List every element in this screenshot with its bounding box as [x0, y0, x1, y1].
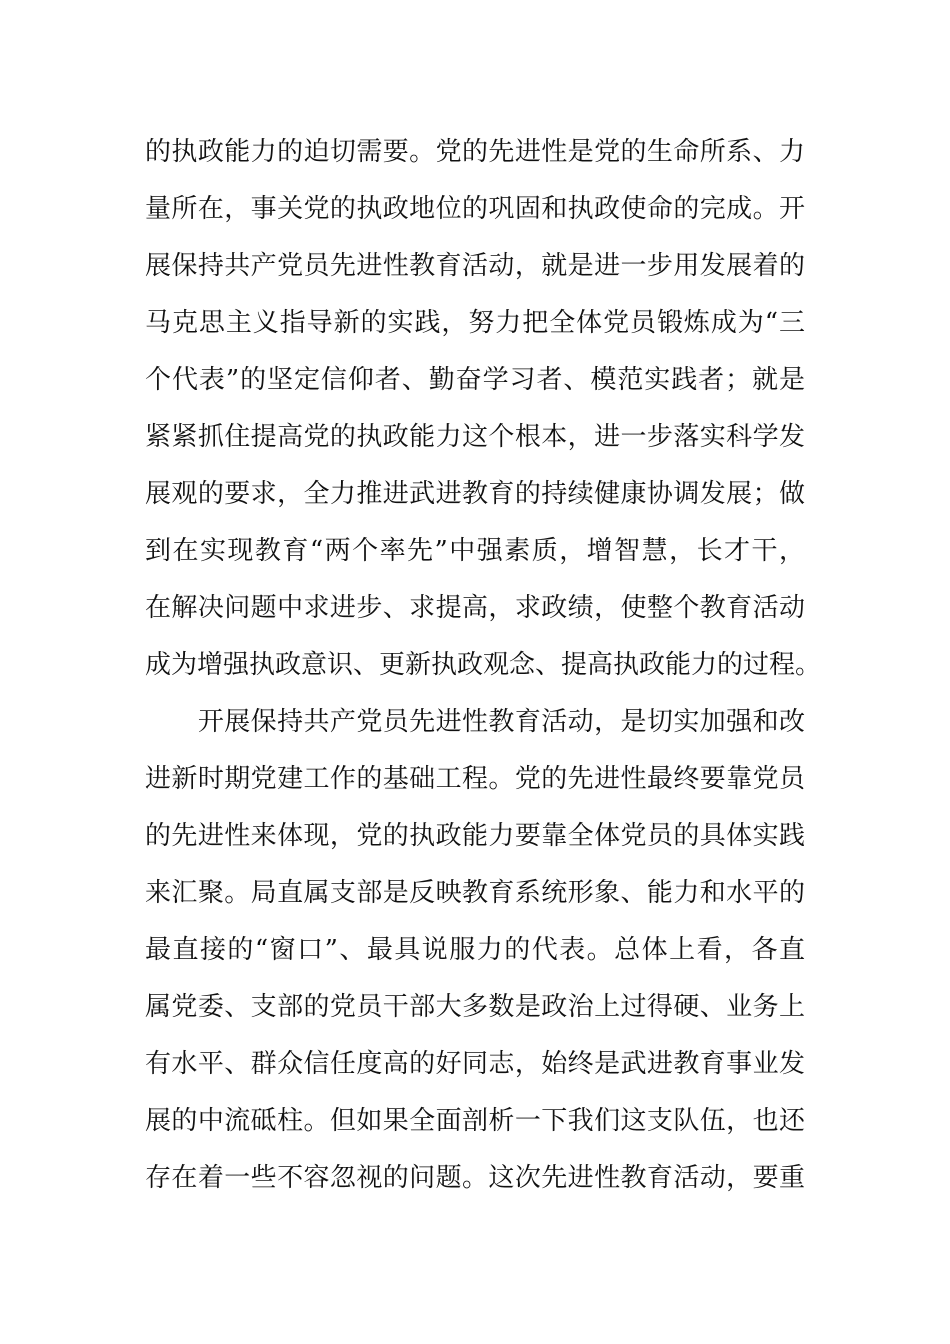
text-line: 展的中流砥柱。但如果全面剖析一下我们这支队伍，也还 [145, 1106, 805, 1136]
text-line: 最直接的“窗口”、最具说服力的代表。总体上看，各直 [145, 935, 805, 965]
text-line: 存在着一些不容忽视的问题。这次先进性教育活动，要重 [145, 1163, 805, 1193]
paragraph-2 [145, 694, 805, 1207]
paragraph-1 [145, 124, 822, 694]
text-line: 的先进性来体现，党的执政能力要靠全体党员的具体实践 [145, 821, 805, 851]
text-line: 紧紧抓住提高党的执政能力这个根本，进一步落实科学发 [145, 422, 805, 452]
text-line: 量所在，事关党的执政地位的巩固和执政使命的完成。开 [145, 194, 805, 224]
text-line: 的执政能力的迫切需要。党的先进性是党的生命所系、力 [145, 137, 805, 167]
text-line: 来汇聚。局直属支部是反映教育系统形象、能力和水平的 [145, 878, 805, 908]
text-line: 属党委、支部的党员干部大多数是政治上过得硬、业务上 [145, 992, 805, 1022]
text-line: 马克思主义指导新的实践，努力把全体党员锻炼成为“三 [145, 308, 805, 338]
text-line: 进新时期党建工作的基础工程。党的先进性最终要靠党员 [145, 764, 805, 794]
text-line: 展观的要求，全力推进武进教育的持续健康协调发展；做 [145, 479, 805, 509]
text-line: 个代表”的坚定信仰者、勤奋学习者、模范实践者；就是 [145, 365, 805, 395]
text-line: 开展保持共产党员先进性教育活动，是切实加强和改 [145, 707, 805, 737]
text-line: 有水平、群众信任度高的好同志，始终是武进教育事业发 [145, 1049, 805, 1079]
text-line: 在解决问题中求进步、求提高，求政绩，使整个教育活动 [145, 593, 805, 623]
text-line: 到在实现教育“两个率先”中强素质，增智慧，长才干， [145, 536, 805, 566]
text-line: 成为增强执政意识、更新执政观念、提高执政能力的过程。 [145, 650, 822, 680]
text-line: 展保持共产党员先进性教育活动，就是进一步用发展着的 [145, 251, 805, 281]
